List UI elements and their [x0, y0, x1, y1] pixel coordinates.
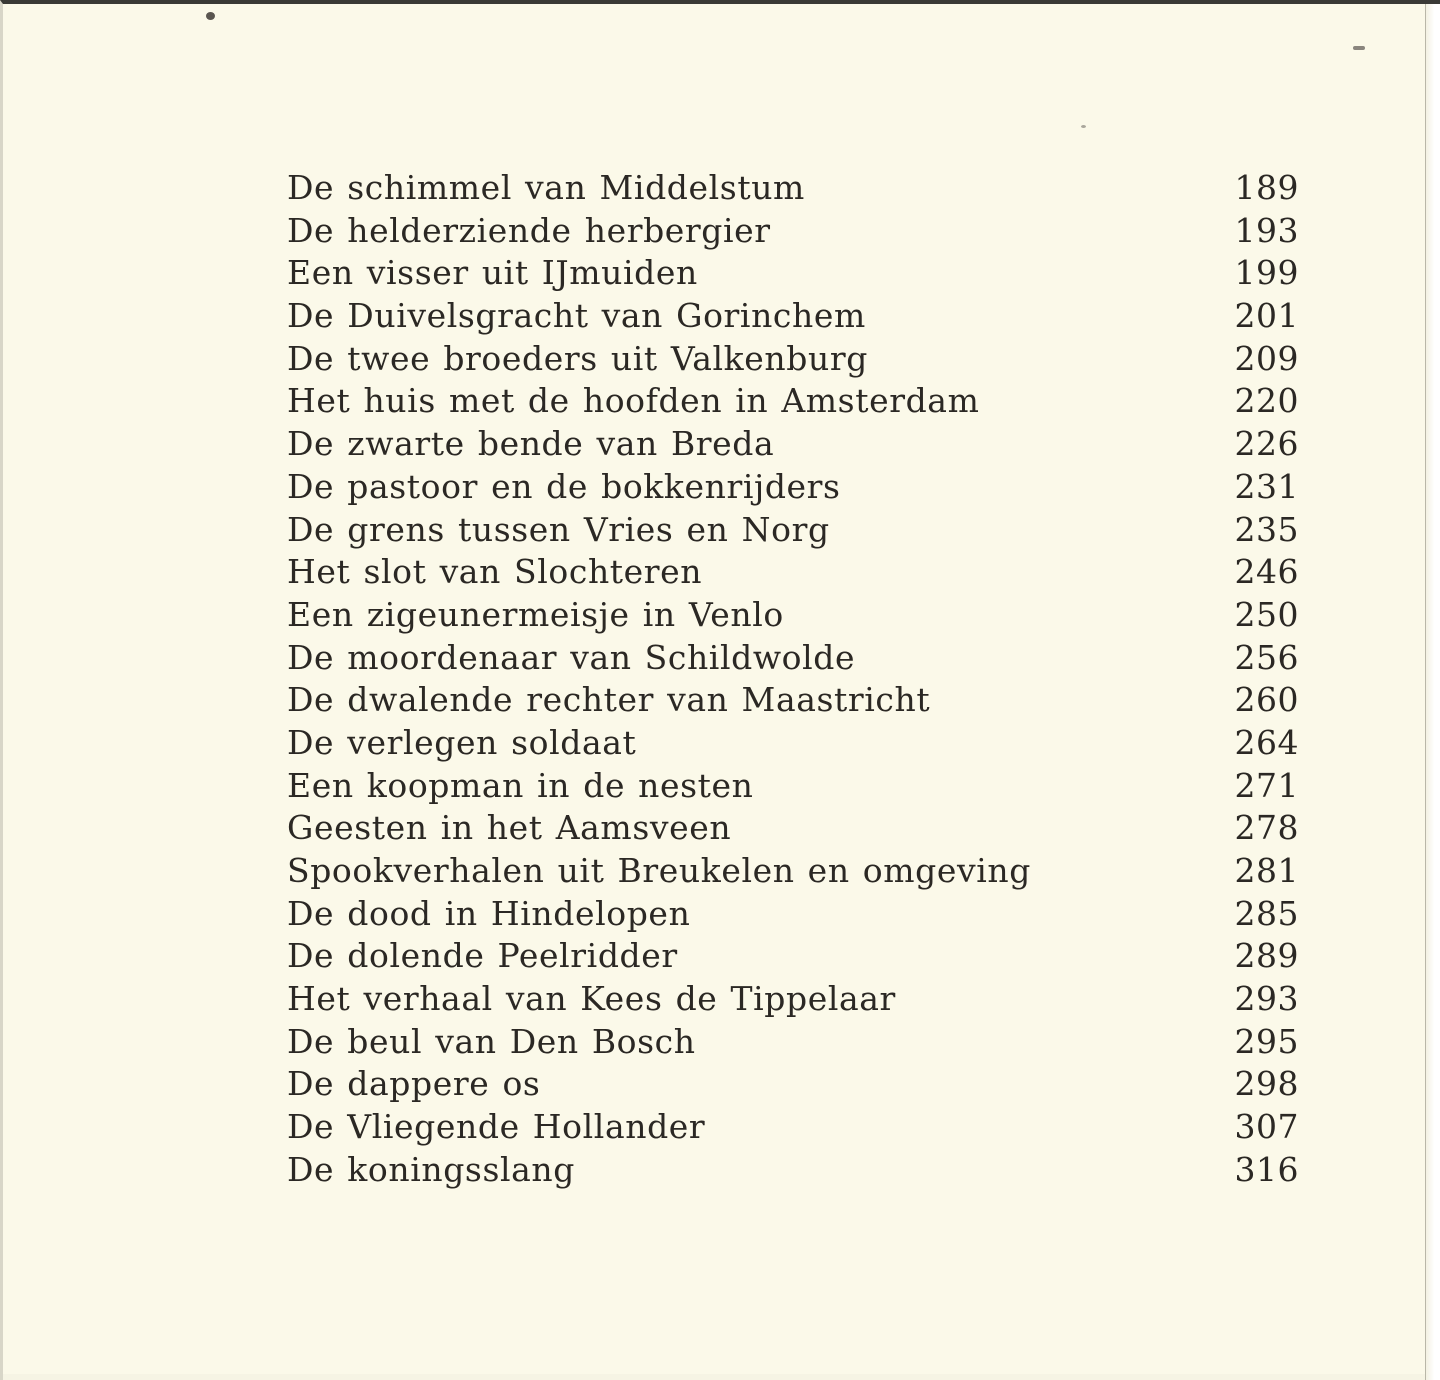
- toc-entry-page-number: 246: [1234, 552, 1299, 592]
- toc-entry: [287, 466, 1299, 509]
- toc-entry: [287, 850, 1299, 893]
- toc-entry-title: Een zigeunermeisje in Venlo: [287, 594, 784, 634]
- toc-entry: [287, 807, 1299, 850]
- toc-entry-page-number: 281: [1234, 851, 1299, 890]
- page-bottom-edge: [3, 1374, 1440, 1380]
- toc-entry-title: De dood in Hindelopen: [287, 893, 691, 933]
- toc-entry-page-number: 235: [1234, 509, 1299, 549]
- toc-entry-title: De dappere os: [287, 1064, 541, 1104]
- toc-entry-page-number: 298: [1234, 1064, 1299, 1104]
- toc-entry-page-number: 316: [1234, 1149, 1299, 1189]
- toc-entry-page-number: 220: [1234, 381, 1299, 421]
- toc-entry-page-number: 201: [1234, 296, 1299, 336]
- toc-entry-title: De dwalende rechter van Maastricht: [287, 680, 931, 720]
- toc-entry: [287, 765, 1299, 808]
- toc-entry-title: De helderziende herbergier: [287, 210, 771, 250]
- toc-entry: [287, 594, 1299, 637]
- toc-entry-title: De twee broeders uit Valkenburg: [287, 338, 868, 378]
- toc-entry-page-number: 289: [1234, 936, 1299, 976]
- table-of-contents: [287, 167, 1299, 1192]
- ink-speck: [206, 12, 215, 20]
- toc-entry: [287, 637, 1299, 680]
- toc-entry: [287, 380, 1299, 423]
- toc-entry-page-number: 231: [1234, 466, 1299, 506]
- toc-entry: [287, 679, 1299, 722]
- toc-entry: [287, 978, 1299, 1021]
- toc-entry: [287, 338, 1299, 381]
- toc-entry: [287, 722, 1299, 765]
- toc-entry-title: Het huis met de hoofden in Amsterdam: [287, 381, 980, 421]
- toc-entry-page-number: 295: [1234, 1021, 1299, 1061]
- toc-entry-page-number: 278: [1234, 808, 1299, 848]
- page-right-edge: [1425, 4, 1440, 1380]
- toc-entry: [287, 1149, 1299, 1192]
- ink-speck: [1081, 125, 1086, 128]
- toc-entry-title: De moordenaar van Schildwolde: [287, 637, 856, 677]
- toc-entry: [287, 252, 1299, 295]
- toc-entry: [287, 935, 1299, 978]
- toc-entry-title: De beul van Den Bosch: [287, 1021, 696, 1061]
- toc-entry-page-number: 307: [1234, 1107, 1299, 1147]
- toc-entry: [287, 509, 1299, 552]
- toc-entry-title: De grens tussen Vries en Norg: [287, 509, 830, 549]
- toc-entry-page-number: 271: [1234, 765, 1299, 805]
- toc-entry: [287, 210, 1299, 253]
- toc-entry-title: Het verhaal van Kees de Tippelaar: [287, 979, 896, 1019]
- toc-entry-title: De schimmel van Middelstum: [287, 168, 805, 207]
- toc-entry-title: De koningsslang: [287, 1149, 576, 1189]
- toc-entry: [287, 893, 1299, 936]
- toc-entry: [287, 295, 1299, 338]
- toc-entry: [287, 1063, 1299, 1106]
- toc-entry-title: De verlegen soldaat: [287, 722, 637, 762]
- toc-entry: [287, 551, 1299, 594]
- toc-entry-title: Een visser uit IJmuiden: [287, 253, 698, 293]
- toc-entry-title: De Vliegende Hollander: [287, 1107, 706, 1147]
- toc-entry-page-number: 264: [1234, 722, 1299, 762]
- toc-entry-title: De dolende Peelridder: [287, 936, 678, 976]
- toc-entry-page-number: 193: [1234, 210, 1299, 250]
- toc-entry-page-number: 285: [1234, 893, 1299, 933]
- toc-entry: [287, 1106, 1299, 1149]
- toc-entry: [287, 1021, 1299, 1064]
- toc-entry-page-number: 199: [1234, 253, 1299, 293]
- toc-entry-page-number: 250: [1234, 594, 1299, 634]
- toc-entry-page-number: 209: [1234, 338, 1299, 378]
- toc-entry-title: De Duivelsgracht van Gorinchem: [287, 296, 866, 336]
- toc-entry-title: Een koopman in de nesten: [287, 765, 754, 805]
- ink-speck: [1353, 46, 1365, 50]
- toc-entry-page-number: 260: [1234, 680, 1299, 720]
- toc-entry-title: De zwarte bende van Breda: [287, 424, 775, 464]
- toc-entry: [287, 423, 1299, 466]
- toc-entry-page-number: 293: [1234, 979, 1299, 1019]
- toc-entry-title: Geesten in het Aamsveen: [287, 808, 732, 848]
- toc-entry-title: De pastoor en de bokkenrijders: [287, 466, 841, 506]
- toc-entry-title: Spookverhalen uit Breukelen en omgeving: [287, 851, 1031, 890]
- toc-entry-page-number: 226: [1234, 424, 1299, 464]
- toc-entry-page-number: 256: [1234, 637, 1299, 677]
- toc-entry: [287, 167, 1299, 210]
- toc-entry-title: Het slot van Slochteren: [287, 552, 703, 592]
- toc-entry-page-number: 189: [1234, 168, 1299, 207]
